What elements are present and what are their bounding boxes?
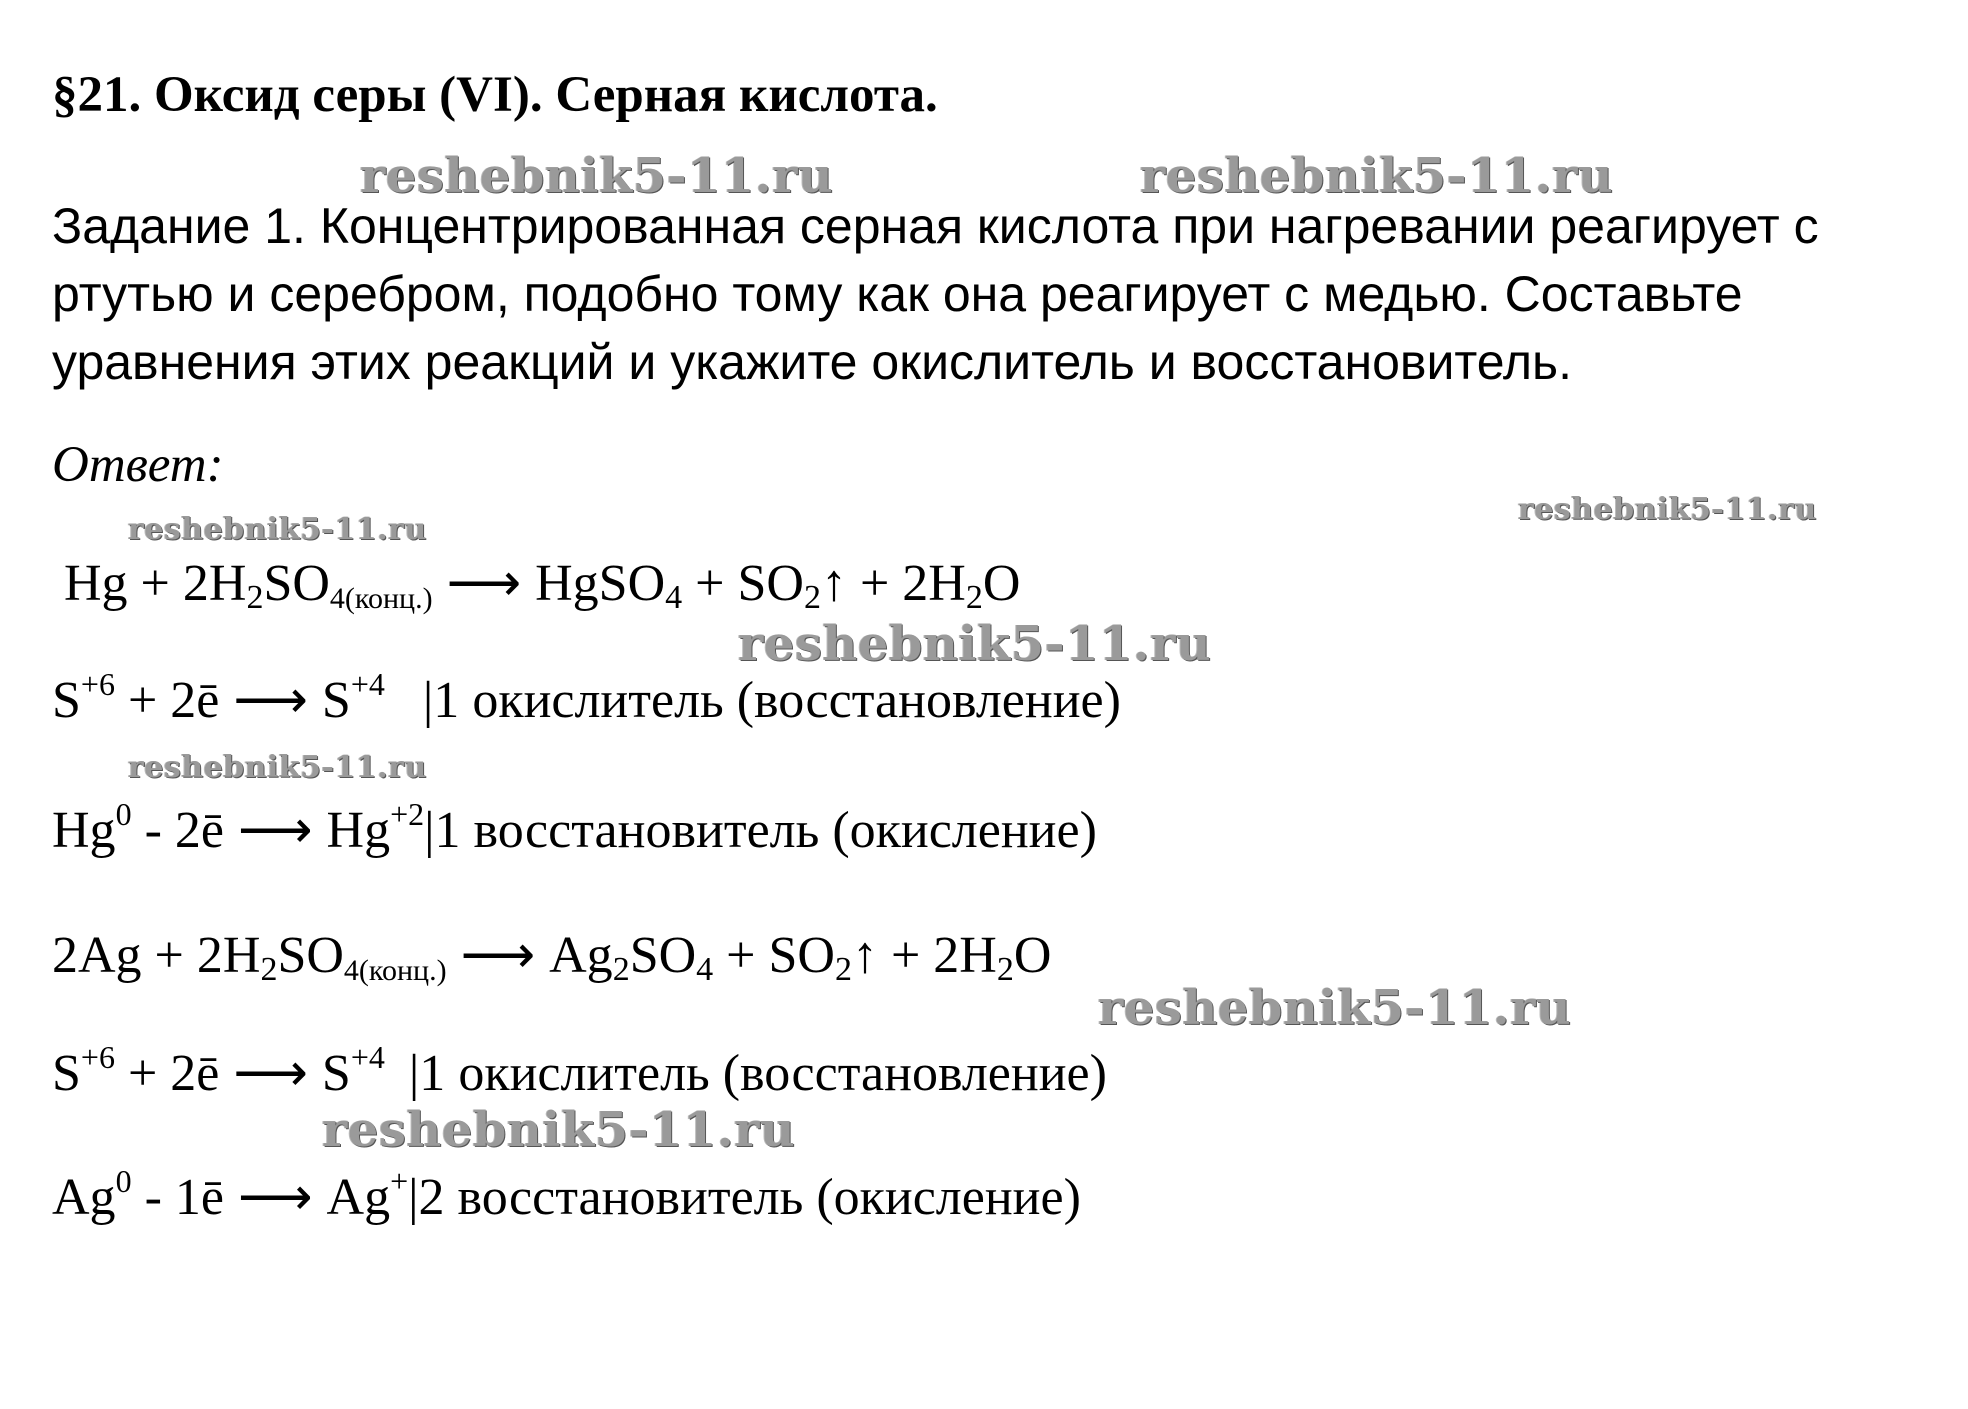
page-title: §21. Оксид серы (VI). Серная кислота. bbox=[52, 67, 938, 123]
silver-equation: $2Ag + 2H_2SO_{4(конц.)}$ ⟶ $Ag_2SO_4$ + $SO_2↑ + 2H_2O$ bbox=[52, 927, 1052, 988]
watermark: reshebnik5-11.ru bbox=[1140, 148, 1614, 204]
watermark: reshebnik5-11.ru bbox=[360, 148, 834, 204]
task-text bbox=[52, 192, 1942, 396]
mercury-half-reaction-mercury: Hg$^0$ - 2ē ⟶ $Hg^{+2}|1$ восстановитель (окисление) bbox=[52, 796, 1097, 859]
watermark: reshebnik5-11.ru bbox=[322, 1102, 796, 1158]
mercury-equation: $Hg + 2H_2SO_{4(конц.)}$ ⟶ HgSO$_4$ + $SO_2↑ + 2H_2O$ bbox=[64, 555, 1021, 616]
mercury-half-reaction-sulfur: $S^{+6}$ + 2ē ⟶ $S^{+4}$ |1 окислитель (восстановление) bbox=[52, 666, 1121, 729]
watermark: reshebnik5-11.ru bbox=[1518, 492, 1817, 527]
watermark: reshebnik5-11.ru bbox=[128, 512, 427, 547]
task-line: ртутью и серебром, подобно тому как она реагирует с медью. Составьте bbox=[52, 266, 1743, 322]
watermark: reshebnik5-11.ru bbox=[128, 750, 427, 785]
task-line: уравнения этих реакций и укажите окислитель и восстановитель. bbox=[52, 334, 1572, 390]
watermark: reshebnik5-11.ru bbox=[738, 616, 1212, 672]
answer-label: Ответ: bbox=[52, 437, 224, 493]
silver-half-reaction-silver: Ag$^0$ - 1ē ⟶ Ag+|2 восстановитель (окисление) bbox=[52, 1163, 1081, 1226]
silver-half-reaction-sulfur: $S^{+6}$ + 2ē ⟶ $S^{+4}$ |1 окислитель (восстановление) bbox=[52, 1039, 1107, 1102]
task-line: Задание 1. Концентрированная серная кислота при нагревании реагирует с bbox=[52, 198, 1819, 254]
watermark: reshebnik5-11.ru bbox=[1098, 980, 1572, 1036]
